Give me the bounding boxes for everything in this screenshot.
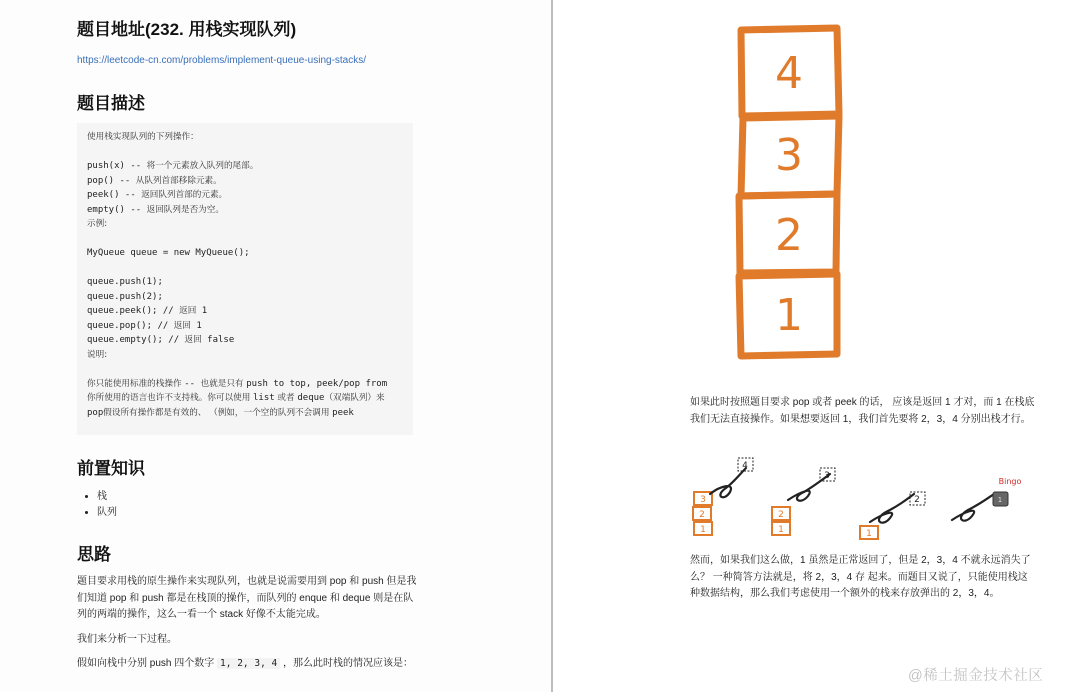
prereq-list xyxy=(83,489,117,521)
prereq-item: • 栈 xyxy=(97,489,117,505)
code-text: queue.empty(); // xyxy=(87,335,185,345)
seq-label: 2 xyxy=(699,510,705,520)
code-text: queue.peek(); // xyxy=(87,306,180,316)
stack-label: 3 xyxy=(775,130,803,181)
code-comment-text: 也就是只有 xyxy=(200,378,247,389)
problem-code-block xyxy=(77,123,413,435)
seq-label: 2 xyxy=(778,510,784,520)
code-text: false xyxy=(201,335,235,345)
code-text: push to top, peek/pop from xyxy=(246,378,388,389)
code-text: pop() -- xyxy=(87,175,136,186)
stack-label: 4 xyxy=(775,48,803,99)
code-text: peek() -- xyxy=(87,190,142,200)
code-text: 1 xyxy=(196,306,208,316)
code-text: queue.pop(); // xyxy=(87,320,174,331)
code-comment-text: 返回 xyxy=(179,306,197,316)
code-comment-text: 或者 xyxy=(274,393,298,403)
stack-label: 1 xyxy=(775,290,803,341)
code-comment-text: 你只能使用标准的栈操作 xyxy=(87,378,185,389)
code-line xyxy=(87,260,413,275)
code-comment-text: 将一个元素放入队列的尾部。 xyxy=(146,161,259,171)
page-title: 题目地址(232. 用栈实现队列) xyxy=(77,20,297,39)
code-text: queue.push(2); xyxy=(87,291,163,302)
code-text: -- xyxy=(184,378,201,389)
analysis-paragraph: 然而，如果我们这么做，1 虽然是正常返回了，但是 2，3，4 不就永远消失了么？ 一种简答方法就是，将 2，3，4 存 起来。而题目又说了，只能使用栈这种数据结构，那么我们考虑使用一个额外的栈来存放弹出的 2，3，4。 xyxy=(690,555,1031,599)
code-comment-text: 返回 xyxy=(184,335,202,345)
code-line xyxy=(87,303,413,318)
code-text: pop xyxy=(87,407,104,418)
idea-paragraph: 题目要求用栈的原生操作来实现队列，也就是说需要用到 pop 和 push 但是我们知道 pop 和 push 都是在栈顶的操作，而队列的 enque 和 deque 则是在队列的两端的操作，这么一看一个 stack 好像不太能完成。 xyxy=(77,576,417,620)
code-comment-text: 说明: xyxy=(87,349,108,360)
code-comment-text: 返回 xyxy=(173,320,191,331)
code-comment-text: 使用栈实现队列的下列操作： xyxy=(87,132,199,142)
code-line xyxy=(87,144,413,159)
seq-label: 1 xyxy=(700,525,706,535)
code-comment-text: （双端队列）来 xyxy=(324,393,385,403)
seq-label: 1 xyxy=(866,529,872,539)
code-line xyxy=(87,187,413,202)
code-line xyxy=(87,245,413,260)
inline-code: 1, 2, 3, 4 xyxy=(217,658,280,669)
problem-url-link[interactable]: https://leetcode-cn.com/problems/implement-queue-using-stacks/ xyxy=(77,55,367,66)
idea-paragraph: 我们来分析一下过程。 xyxy=(77,634,177,645)
code-line xyxy=(87,216,413,231)
seq-label: 1 xyxy=(778,525,784,535)
idea-paragraph xyxy=(77,656,417,673)
code-comment-text: 返回队列首部的元素。 xyxy=(141,190,228,200)
code-line xyxy=(87,405,413,420)
seq-label: 3 xyxy=(700,495,706,505)
popped-label: 1 xyxy=(997,496,1003,504)
code-comment-text: 返回队列是否为空。 xyxy=(146,204,224,215)
code-text: deque xyxy=(297,393,325,403)
popped-label: 3 xyxy=(824,471,830,481)
code-line xyxy=(87,202,413,217)
pop-sequence-figure xyxy=(690,452,1030,544)
code-line xyxy=(87,158,413,173)
code-comment-text: 你所使用的语言也许不支持栈。你可以使用 xyxy=(87,393,254,403)
code-text: push(x) -- xyxy=(87,161,147,171)
popped-label: 2 xyxy=(914,495,920,505)
code-line xyxy=(87,231,413,246)
code-comment-text: 从队列首部移除元素。 xyxy=(135,175,222,186)
code-line xyxy=(87,376,413,391)
stack-figure xyxy=(733,22,845,362)
code-text: empty() -- xyxy=(87,204,147,215)
code-line xyxy=(87,274,413,289)
code-line xyxy=(87,173,413,188)
code-text: queue.push(1); xyxy=(87,277,163,287)
code-comment-text: 示例: xyxy=(87,219,108,229)
code-line xyxy=(87,289,413,304)
analysis-paragraph: 如果此时按照题目要求 pop 或者 peek 的话， 应该是返回 1 才对，而 1 在栈底我们无法直接操作。如果想要返回 1，我们首先要将 2，3，4 分别出栈才行。 xyxy=(690,397,1035,425)
prereq-item: • 队列 xyxy=(97,505,117,521)
code-line xyxy=(87,390,413,405)
code-text: 1 xyxy=(190,320,202,331)
section-heading-prereq: 前置知识 xyxy=(77,459,145,478)
para-text: 假如向栈中分别 push 四个数字 xyxy=(77,658,218,669)
para-text: ，那么此时栈的情况应该是： xyxy=(280,658,414,669)
bingo-label: Bingo xyxy=(998,477,1022,486)
code-text: peek xyxy=(332,407,354,418)
code-line xyxy=(87,318,413,333)
watermark: @稀土掘金技术社区 xyxy=(908,668,1044,684)
code-comment-text: 假设所有操作都是有效的、 （例如，一个空的队列不会调用 xyxy=(103,407,333,418)
code-line xyxy=(87,347,413,362)
code-text: MyQueue queue = new MyQueue(); xyxy=(87,248,250,258)
popped-label: 4 xyxy=(742,461,748,471)
code-line xyxy=(87,129,413,144)
section-heading-idea: 思路 xyxy=(77,545,111,564)
stack-label: 2 xyxy=(775,210,803,261)
code-line xyxy=(87,361,413,376)
code-text: list xyxy=(253,393,275,403)
section-heading-description: 题目描述 xyxy=(77,94,145,113)
code-line xyxy=(87,332,413,347)
